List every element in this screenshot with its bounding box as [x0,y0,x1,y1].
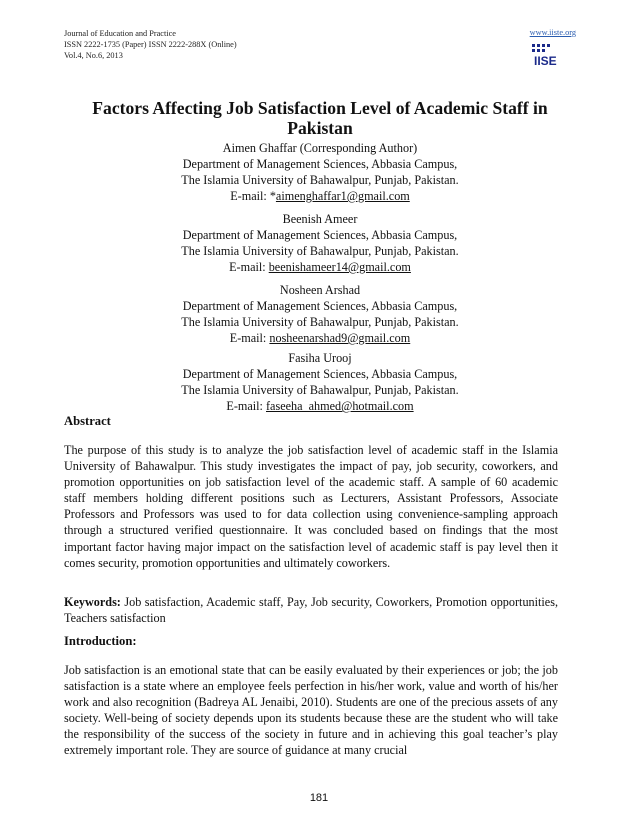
paper-title: Factors Affecting Job Satisfaction Level of Academic Staff in Pakistan [92,98,548,138]
author-email-line [64,188,576,204]
journal-name: Journal of Education and Practice [64,29,176,38]
author-name: Beenish Ameer [282,212,358,226]
journal-header [64,28,237,61]
author-email[interactable]: nosheenarshad9@gmail.com [269,331,411,345]
author-email[interactable]: aimenghaffar1@gmail.com [275,189,410,203]
abstract-text: The purpose of this study is to analyze the job satisfaction level of academic staff in the Islamia University of Bahawalpur. This study investigates the impact of pay, job security, coworkers, and promotion opportunities on job satisfaction level of the academic staff. A sample of 60 academic staff members holding different positions such as Lecturers, Assistant Professors, Associate Professors and Professors was used to for data collection using convenience-sampling approach through a structured verified questionnaire. It was concluded based on findings that the most important factor having major impact on the satisfaction level of academic staff is pay level then it comes security, promotion opportunities and ultimately coworkers. [64,443,558,570]
author-email[interactable]: beenishameer14@gmail.com [268,260,411,274]
keywords-label: Keywords: [64,595,121,609]
author-email-line [64,259,576,275]
author-dept: Department of Management Sciences, Abbasia Campus, [182,299,458,313]
email-prefix: E-mail: [229,260,269,274]
journal-issn: ISSN 2222-1735 (Paper) ISSN 2222-288X (Online) [64,40,237,49]
journal-volume: Vol.4, No.6, 2013 [64,51,123,60]
keywords-text: Job satisfaction, Academic staff, Pay, Job security, Coworkers, Promotion opportunities, Teachers satisfaction [64,595,558,626]
introduction-heading: Introduction: [64,634,137,648]
author-univ: The Islamia University of Bahawalpur, Punjab, Pakistan. [181,173,459,187]
keywords-paragraph [64,594,558,626]
author-email-line [64,398,576,414]
author-dept: Department of Management Sciences, Abbasia Campus, [182,367,458,381]
author-univ: The Islamia University of Bahawalpur, Punjab, Pakistan. [181,244,459,258]
author-email-line [64,330,576,346]
author-block [64,211,576,275]
website-link-wrapper [530,28,576,37]
abstract-heading: Abstract [64,414,111,428]
author-block [64,140,576,204]
email-prefix: E-mail: * [230,189,276,203]
author-email[interactable]: faseeha_ahmed@hotmail.com [266,399,414,413]
logo-text: IISE [534,54,557,67]
author-dept: Department of Management Sciences, Abbasia Campus, [182,228,458,242]
author-name: Aimen Ghaffar (Corresponding Author) [222,141,418,155]
website-link[interactable]: www.iiste.org [529,28,576,37]
author-name: Nosheen Arshad [279,283,361,297]
iiste-logo [530,41,576,67]
author-univ: The Islamia University of Bahawalpur, Punjab, Pakistan. [181,383,459,397]
page-number: 181 [309,792,329,804]
author-univ: The Islamia University of Bahawalpur, Punjab, Pakistan. [181,315,459,329]
introduction-text: Job satisfaction is an emotional state that can be easily evaluated by their experiences or job; the job satisfaction is a state where an employee feels perfection in his/her work, value and worth of his/her work and also recognition (Badreya AL Jenaibi, 2010). Students are one of the precious assets of any society. Well-being of society depends upon its students because these are the student who will take the responsibility of the success of the society in future and in achieving this goal teacher’s play extremely important role. They are source of guidance at many crucial [64,663,558,758]
email-prefix: E-mail: [229,331,270,345]
author-block [64,282,576,346]
author-block [64,350,576,414]
email-prefix: E-mail: [226,399,266,413]
author-dept: Department of Management Sciences, Abbasia Campus, [182,157,458,171]
author-name: Fasiha Urooj [288,351,352,365]
